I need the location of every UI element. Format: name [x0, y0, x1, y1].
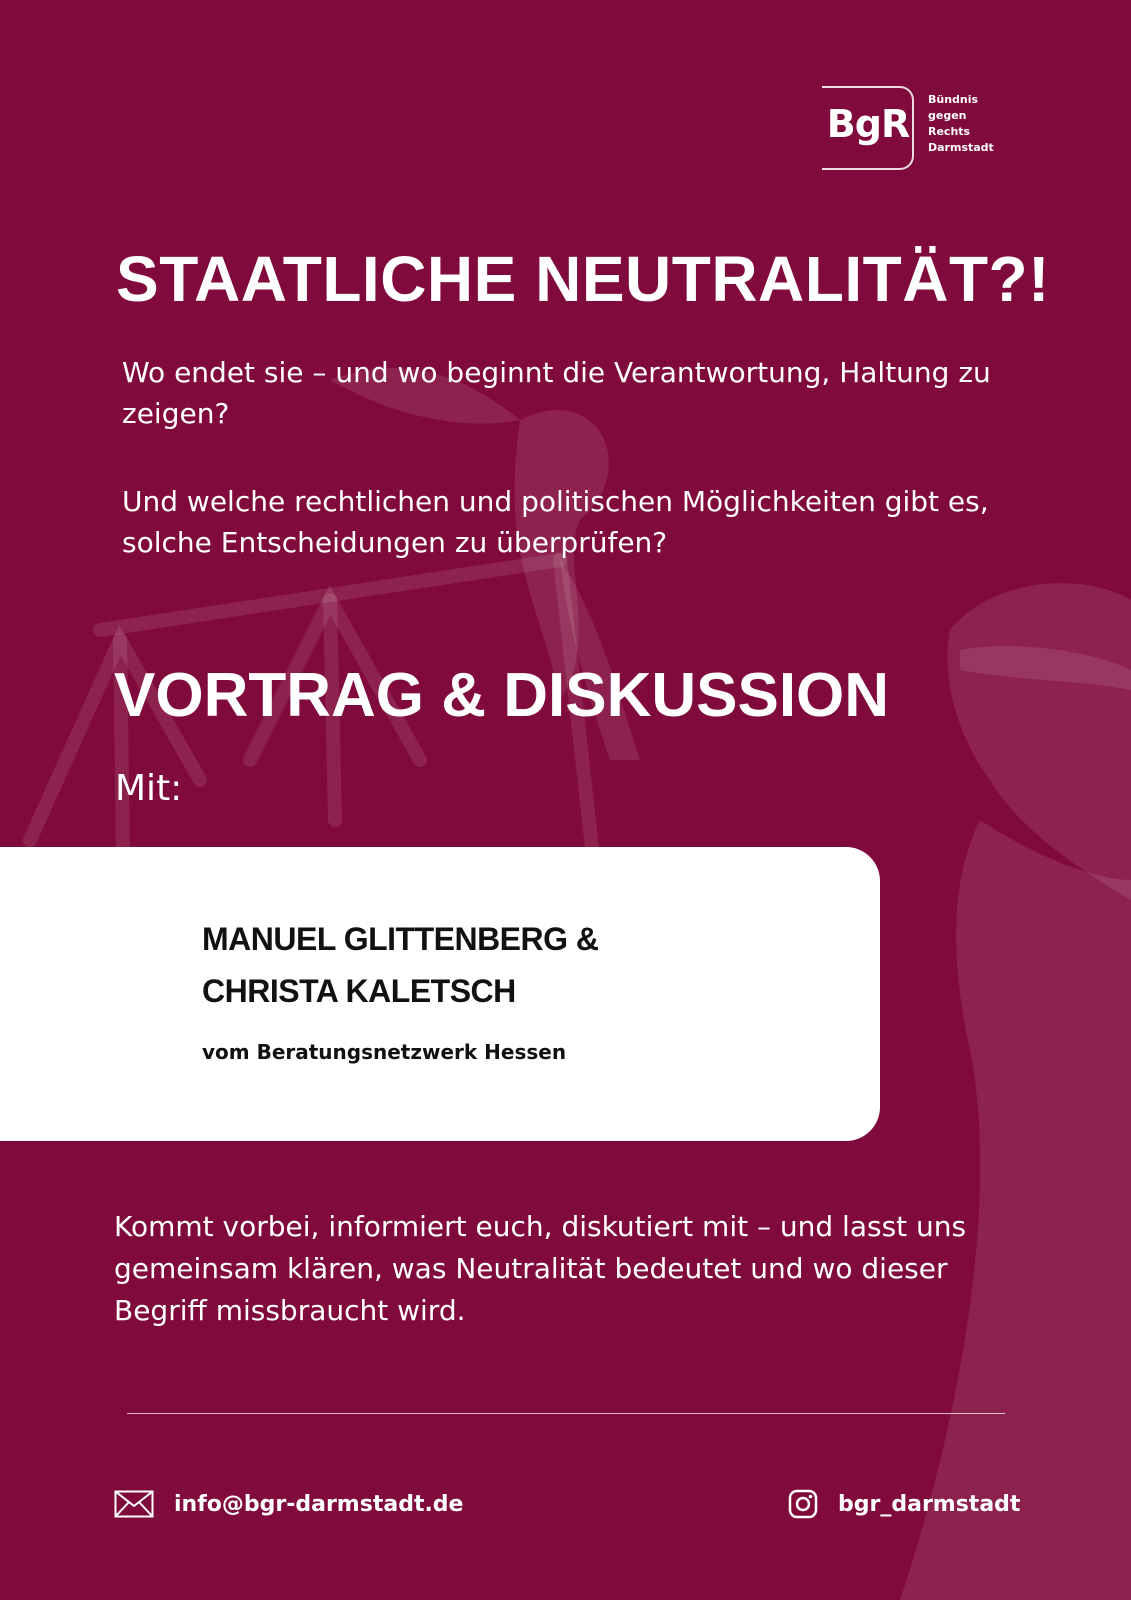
- logo-word: Bündnis: [928, 93, 979, 106]
- with-label: Mit:: [115, 768, 183, 809]
- logo-mark: BgR: [826, 102, 910, 146]
- speaker-name: CHRISTA KALETSCH: [202, 973, 516, 1009]
- instagram-contact[interactable]: [788, 1487, 1020, 1521]
- speaker-name: MANUEL GLITTENBERG &: [202, 921, 599, 957]
- question-text: Und welche rechtlichen und politischen Möglichkeiten gibt es, solche Entscheidungen zu überprüfen?: [122, 485, 989, 559]
- logo-word: Rechts: [928, 125, 971, 138]
- event-format-heading: VORTRAG & DISKUSSION: [114, 661, 890, 730]
- mail-icon: [114, 1490, 154, 1518]
- instagram-handle[interactable]: bgr_darmstadt: [838, 1491, 1021, 1517]
- logo-word: gegen: [928, 109, 967, 122]
- question-text: Wo endet sie – und wo beginnt die Verantwortung, Haltung zu zeigen?: [122, 356, 991, 430]
- instagram-icon: [788, 1489, 818, 1519]
- page-title: STAATLICHE NEUTRALITÄT?!: [116, 243, 1050, 315]
- divider: [127, 1413, 1005, 1414]
- email-address[interactable]: info@bgr-darmstadt.de: [174, 1491, 464, 1517]
- invitation-text: Kommt vorbei, informiert euch, diskutiert mit – und lasst uns gemeinsam klären, was Neutralität bedeutet und wo dieser Begriff missbraucht wird.: [114, 1210, 967, 1327]
- logo-wordmark: [928, 92, 994, 156]
- logo-word: Darmstadt: [928, 141, 994, 154]
- speaker-organization: vom Beratungsnetzwerk Hessen: [202, 1040, 567, 1064]
- bgr-logo: [822, 86, 1002, 172]
- email-contact[interactable]: [114, 1487, 463, 1521]
